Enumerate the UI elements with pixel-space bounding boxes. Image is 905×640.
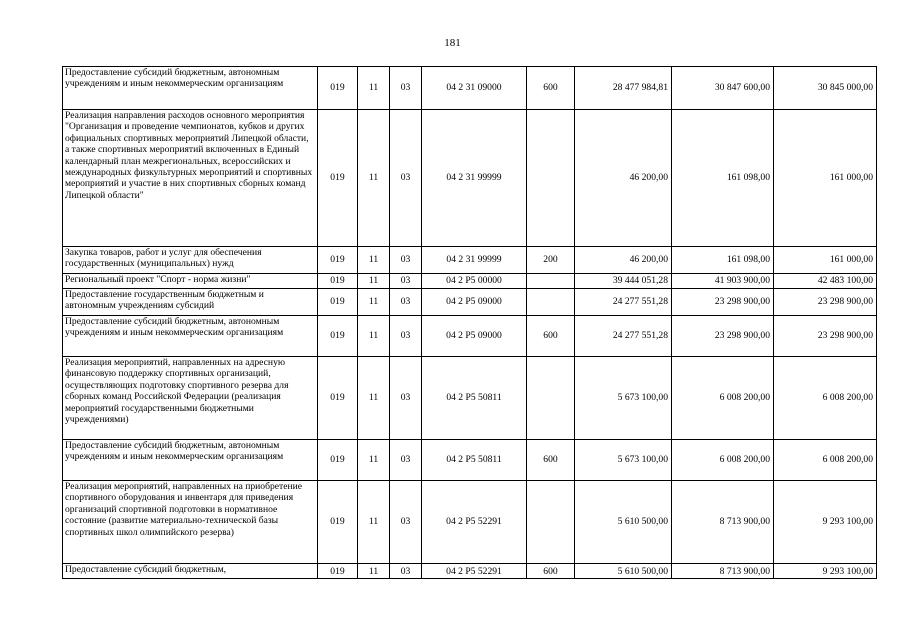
row-amount-year1-cell: 46 200,00 [575, 110, 672, 247]
row-amount-year2-cell: 23 298 900,00 [672, 289, 774, 316]
row-amount-year2-cell: 23 298 900,00 [672, 316, 774, 357]
row-section-cell: 11 [358, 247, 390, 274]
row-amount-year2-cell: 8 713 900,00 [672, 564, 774, 579]
row-subsection-cell: 03 [390, 564, 422, 579]
row-amount-year1-cell: 46 200,00 [575, 247, 672, 274]
row-name-cell: Предоставление субсидий бюджетным, автономным учреждениям и иным некоммерческим организациям [63, 316, 318, 357]
row-amount-year3-cell: 42 483 100,00 [774, 274, 877, 289]
row-section-cell: 11 [358, 110, 390, 247]
row-grbs-cell: 019 [318, 316, 358, 357]
table-row [63, 247, 877, 274]
row-expense-type-cell [527, 357, 575, 440]
row-grbs-cell: 019 [318, 274, 358, 289]
row-section-cell: 11 [358, 274, 390, 289]
row-expense-type-cell [527, 274, 575, 289]
row-amount-year3-cell: 161 000,00 [774, 110, 877, 247]
row-amount-year1-cell: 24 277 551,28 [575, 289, 672, 316]
row-subsection-cell: 03 [390, 67, 422, 110]
row-amount-year3-cell: 6 008 200,00 [774, 357, 877, 440]
row-grbs-cell: 019 [318, 247, 358, 274]
row-subsection-cell: 03 [390, 440, 422, 481]
budget-table [62, 66, 877, 579]
row-name-cell: Предоставление субсидий бюджетным, [63, 564, 318, 579]
row-target-article-cell: 04 2 P5 00000 [422, 274, 527, 289]
row-expense-type-cell: 600 [527, 564, 575, 579]
row-name-cell: Региональный проект "Спорт - норма жизни" [63, 274, 318, 289]
row-amount-year2-cell: 8 713 900,00 [672, 481, 774, 564]
row-name-cell: Закупка товаров, работ и услуг для обеспечения государственных (муниципальных) нужд [63, 247, 318, 274]
table-row [63, 440, 877, 481]
row-expense-type-cell [527, 481, 575, 564]
row-amount-year3-cell: 9 293 100,00 [774, 564, 877, 579]
row-section-cell: 11 [358, 357, 390, 440]
row-name-cell: Реализация мероприятий, направленных на приобретение спортивного оборудования и инвентаря для приведения организаций спортивной подготовки в нормативное состояние (развитие материально-технической базы спортивных школ олимпийского резерва) [63, 481, 318, 564]
row-grbs-cell: 019 [318, 289, 358, 316]
row-name-cell: Реализация мероприятий, направленных на адресную финансовую поддержку спортивных организаций, осуществляющих подготовку спортивного резерва для сборных команд Российской Федерации (реализация мероприятий государственными бюджетными учреждениями) [63, 357, 318, 440]
table-row [63, 481, 877, 564]
table-row [63, 274, 877, 289]
row-subsection-cell: 03 [390, 110, 422, 247]
row-target-article-cell: 04 2 P5 50811 [422, 440, 527, 481]
row-amount-year2-cell: 6 008 200,00 [672, 357, 774, 440]
row-amount-year2-cell: 41 903 900,00 [672, 274, 774, 289]
row-expense-type-cell: 600 [527, 440, 575, 481]
row-grbs-cell: 019 [318, 110, 358, 247]
row-target-article-cell: 04 2 31 99999 [422, 110, 527, 247]
row-amount-year2-cell: 6 008 200,00 [672, 440, 774, 481]
row-grbs-cell: 019 [318, 357, 358, 440]
row-target-article-cell: 04 2 31 99999 [422, 247, 527, 274]
row-expense-type-cell: 600 [527, 67, 575, 110]
row-subsection-cell: 03 [390, 357, 422, 440]
row-name-cell: Предоставление субсидий бюджетным, автономным учреждениям и иным некоммерческим организациям [63, 67, 318, 110]
row-subsection-cell: 03 [390, 481, 422, 564]
row-subsection-cell: 03 [390, 274, 422, 289]
row-amount-year2-cell: 30 847 600,00 [672, 67, 774, 110]
table-row [63, 110, 877, 247]
row-target-article-cell: 04 2 P5 50811 [422, 357, 527, 440]
table-row [63, 564, 877, 579]
row-subsection-cell: 03 [390, 289, 422, 316]
row-target-article-cell: 04 2 P5 09000 [422, 289, 527, 316]
row-section-cell: 11 [358, 440, 390, 481]
row-amount-year1-cell: 39 444 051,28 [575, 274, 672, 289]
row-grbs-cell: 019 [318, 564, 358, 579]
table-row [63, 357, 877, 440]
row-subsection-cell: 03 [390, 316, 422, 357]
row-amount-year1-cell: 5 610 500,00 [575, 564, 672, 579]
row-section-cell: 11 [358, 67, 390, 110]
row-target-article-cell: 04 2 31 09000 [422, 67, 527, 110]
row-subsection-cell: 03 [390, 247, 422, 274]
row-target-article-cell: 04 2 P5 09000 [422, 316, 527, 357]
row-grbs-cell: 019 [318, 440, 358, 481]
row-expense-type-cell [527, 289, 575, 316]
row-amount-year2-cell: 161 098,00 [672, 110, 774, 247]
row-target-article-cell: 04 2 P5 52291 [422, 564, 527, 579]
row-grbs-cell: 019 [318, 481, 358, 564]
row-amount-year1-cell: 24 277 551,28 [575, 316, 672, 357]
row-amount-year1-cell: 5 673 100,00 [575, 440, 672, 481]
row-name-cell: Предоставление государственным бюджетным и автономным учреждениям субсидий [63, 289, 318, 316]
row-name-cell: Реализация направления расходов основного мероприятия "Организация и проведение чемпионатов, кубков и других официальных спортивных мероприятий Липецкой области, а также спортивных мероприятий включенных в Единый календарный план межрегиональных, всероссийских и международных физкультурных мероприятий и спортивных мероприятий и участие в них спортивных сборных команд Липецкой области" [63, 110, 318, 247]
row-name-cell: Предоставление субсидий бюджетным, автономным учреждениям и иным некоммерческим организациям [63, 440, 318, 481]
row-section-cell: 11 [358, 316, 390, 357]
row-amount-year3-cell: 30 845 000,00 [774, 67, 877, 110]
row-amount-year1-cell: 28 477 984,81 [575, 67, 672, 110]
row-amount-year1-cell: 5 673 100,00 [575, 357, 672, 440]
row-section-cell: 11 [358, 289, 390, 316]
row-amount-year3-cell: 9 293 100,00 [774, 481, 877, 564]
row-expense-type-cell [527, 110, 575, 247]
row-amount-year2-cell: 161 098,00 [672, 247, 774, 274]
row-grbs-cell: 019 [318, 67, 358, 110]
table-row [63, 67, 877, 110]
row-amount-year3-cell: 23 298 900,00 [774, 289, 877, 316]
row-target-article-cell: 04 2 P5 52291 [422, 481, 527, 564]
table-row [63, 289, 877, 316]
row-amount-year3-cell: 6 008 200,00 [774, 440, 877, 481]
row-expense-type-cell: 600 [527, 316, 575, 357]
row-section-cell: 11 [358, 481, 390, 564]
row-section-cell: 11 [358, 564, 390, 579]
row-amount-year3-cell: 161 000,00 [774, 247, 877, 274]
row-amount-year1-cell: 5 610 500,00 [575, 481, 672, 564]
table-row [63, 316, 877, 357]
page-number: 181 [444, 37, 461, 49]
row-amount-year3-cell: 23 298 900,00 [774, 316, 877, 357]
row-expense-type-cell: 200 [527, 247, 575, 274]
